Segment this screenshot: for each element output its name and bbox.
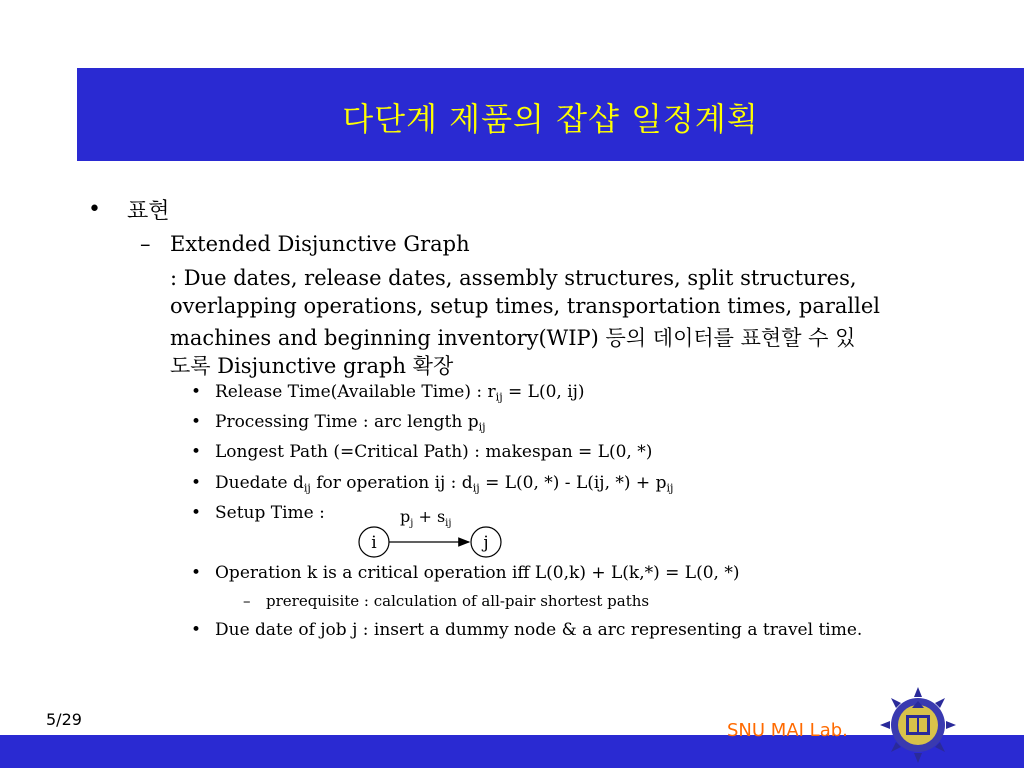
sub-heading: Extended Disjunctive Graph: [170, 232, 470, 256]
slide-title: 다단계 제품의 잡샵 일정계획: [342, 100, 759, 138]
node-j-label: j: [483, 533, 489, 553]
item-due-date-job: Due date of job j : insert a dummy node & a arc representing a travel time.: [215, 620, 863, 640]
desc-line-4: 도록 Disjunctive graph 확장: [170, 354, 454, 378]
desc-line-3: machines and beginning inventory(WIP) 등의 데이터를 표현할 수 있: [170, 326, 856, 350]
desc-line-1: : Due dates, release dates, assembly structures, split structures,: [170, 266, 857, 290]
node-i-label: i: [371, 533, 377, 553]
page-number: 5/29: [46, 710, 82, 729]
bullet-dot: •: [191, 382, 202, 402]
item-setup-time: Setup Time :: [215, 503, 325, 523]
bullet-dash: –: [243, 592, 251, 610]
bullet-dot: •: [191, 442, 202, 462]
bullet-dot: •: [191, 503, 202, 523]
bullet-dot: •: [191, 473, 202, 493]
bullet-dot: •: [191, 620, 202, 640]
desc-line-2: overlapping operations, setup times, transportation times, parallel: [170, 294, 880, 318]
heading: 표현: [127, 199, 170, 224]
bullet-dot: •: [191, 563, 202, 583]
title-bar: [77, 68, 1024, 161]
bullet-dot: •: [88, 197, 101, 222]
item-processing-time: Processing Time : arc length $p_{ij}$: [215, 412, 486, 434]
university-seal-logo: [878, 685, 958, 765]
bullet-dot: •: [191, 412, 202, 432]
arc-label: $p_j + s_{ij}$: [400, 507, 452, 529]
item-duedate: Duedate $d_{ij}$ for operation ij : $d_{ij} = L(0$, *) - L(ij, *) + $p_{ij}$: [215, 473, 674, 495]
item-prerequisite: prerequisite : calculation of all-pair shortest paths: [266, 592, 650, 610]
bottom-bar: [0, 735, 1024, 768]
lab-name: SNU MAI Lab.: [727, 720, 848, 741]
item-critical-operation: Operation k is a critical operation iff L(0,k) + L(k,*) = L(0, *): [215, 563, 740, 583]
setup-arc-diagram: [350, 505, 510, 560]
item-release-time: Release Time(Available Time) : $r_{ij} = L(0$, ij): [215, 382, 585, 404]
item-longest-path: Longest Path (=Critical Path) : makespan = L(0, *): [215, 442, 653, 462]
bullet-dash: –: [140, 232, 151, 256]
